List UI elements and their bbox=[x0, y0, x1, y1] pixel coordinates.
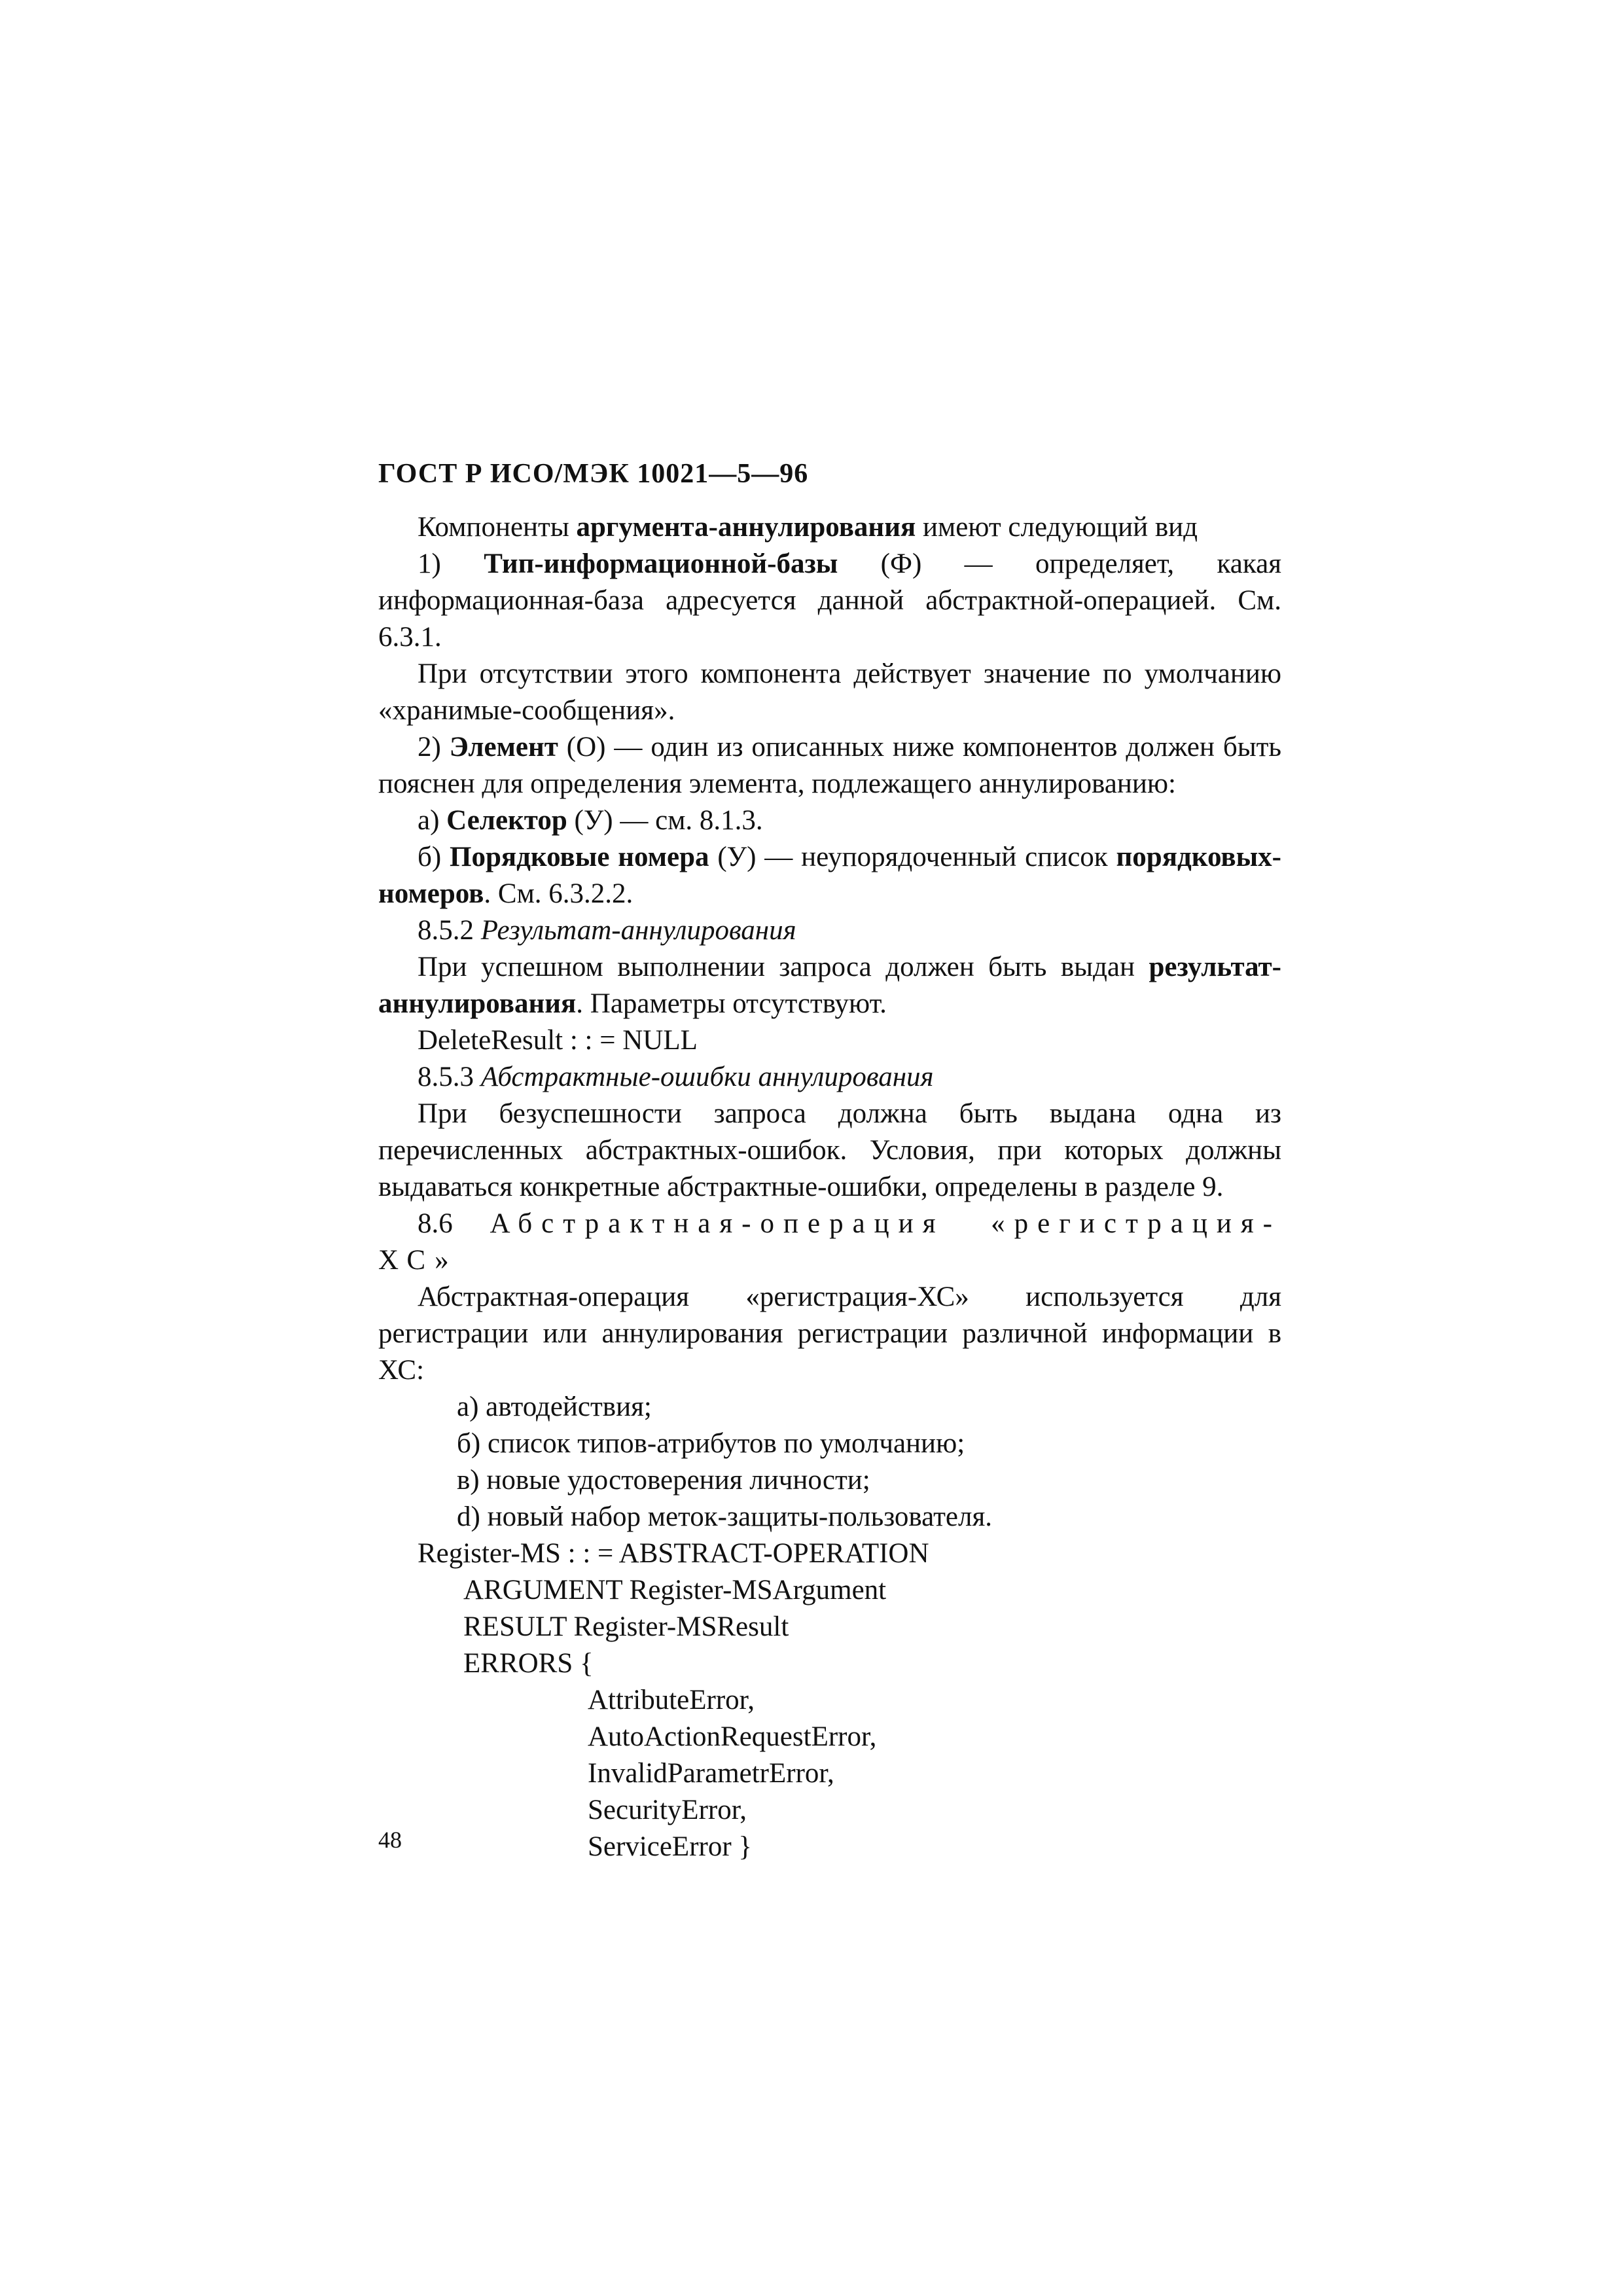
term: аргумента-аннулирования bbox=[576, 512, 916, 543]
code-line: ARGUMENT Register-MSArgument bbox=[463, 1575, 887, 1605]
page-number: 48 bbox=[378, 1827, 402, 1853]
section-title: Абстрактная-операция «регистрация-ХС» bbox=[378, 1208, 1281, 1276]
list-item: d) новый набор меток-защиты-пользователя. bbox=[457, 1501, 993, 1532]
code-line: ERRORS { bbox=[463, 1648, 594, 1679]
code-line: InvalidParametrError, bbox=[588, 1758, 834, 1789]
paragraph: Абстрактная-операция «регистрация-ХС» используется для регистрации или аннулирования регистрации различной информации в ХС: bbox=[378, 1282, 1281, 1386]
paragraph bbox=[378, 839, 1281, 912]
code-line: AutoActionRequestError, bbox=[588, 1721, 877, 1752]
code-line: RESULT Register-MSResult bbox=[463, 1611, 789, 1642]
term: Порядковые номера bbox=[450, 842, 709, 872]
term: порядковых-номеров bbox=[378, 842, 1281, 909]
code-line: SecurityError, bbox=[588, 1795, 747, 1825]
text: Компоненты bbox=[418, 512, 577, 543]
section-title: Абстрактные-ошибки аннулирования bbox=[480, 1062, 934, 1092]
text: При успешном выполнении запроса должен быть выдан bbox=[418, 952, 1149, 982]
code-line: Register-MS : : = ABSTRACT-OPERATION bbox=[418, 1538, 929, 1569]
list-item: а) автодействия; bbox=[457, 1391, 652, 1422]
paragraph bbox=[378, 949, 1281, 1022]
term: Тип-информационной-базы bbox=[484, 548, 838, 579]
text: 2) bbox=[418, 732, 450, 762]
section-title: Результат-аннулирования bbox=[480, 915, 796, 946]
text: (О) — один из описанных ниже компонентов должен быть пояснен для определения элемента, подлежащего аннулированию: bbox=[378, 732, 1281, 799]
section-heading bbox=[378, 1059, 1281, 1096]
text: (У) — см. 8.1.3. bbox=[567, 805, 763, 836]
code-line: AttributeError, bbox=[588, 1685, 755, 1715]
term: Элемент bbox=[449, 732, 558, 762]
text: б) bbox=[418, 842, 450, 872]
paragraph bbox=[378, 729, 1281, 802]
page-header: ГОСТ Р ИСО/МЭК 10021—5—96 bbox=[378, 459, 809, 489]
paragraph bbox=[378, 802, 1281, 839]
term: Селектор bbox=[446, 805, 567, 836]
section-heading bbox=[378, 912, 1281, 949]
text: 1) bbox=[418, 548, 484, 579]
code-line: ServiceError } bbox=[588, 1831, 753, 1862]
text: имеют следующий вид bbox=[916, 512, 1198, 543]
list-item: б) список типов-атрибутов по умолчанию; bbox=[457, 1428, 965, 1459]
text: (Ф) — определяет, какая информационная-база адресуется данной абстрактной-операцией. См. 6.3.1. bbox=[378, 548, 1281, 653]
document-body bbox=[378, 509, 1281, 1865]
list bbox=[378, 1389, 1281, 1535]
paragraph bbox=[378, 546, 1281, 656]
text: а) bbox=[418, 805, 447, 836]
section-number: 8.5.3 bbox=[418, 1062, 481, 1092]
code-line: DeleteResult : : = NULL bbox=[418, 1025, 698, 1056]
text: . См. 6.3.2.2. bbox=[484, 878, 633, 909]
section-number: 8.6 bbox=[418, 1208, 490, 1239]
paragraph: При отсутствии этого компонента действует значение по умолчанию «хранимые-сообщения». bbox=[378, 658, 1281, 726]
text: (У) — неупорядоченный список bbox=[709, 842, 1116, 872]
term: результат-аннулирования bbox=[378, 952, 1281, 1019]
section-number: 8.5.2 bbox=[418, 915, 481, 946]
code-block bbox=[378, 1535, 1281, 1865]
paragraph: При безуспешности запроса должна быть выдана одна из перечисленных абстрактных-ошибок. Условия, при которых должны выдаваться конкретные абстрактные-ошибки, определены в разделе 9. bbox=[378, 1098, 1281, 1202]
list-item: в) новые удостоверения личности; bbox=[457, 1465, 870, 1496]
section-heading bbox=[378, 1206, 1281, 1279]
text: . Параметры отсутствуют. bbox=[576, 988, 887, 1019]
paragraph bbox=[378, 509, 1281, 546]
